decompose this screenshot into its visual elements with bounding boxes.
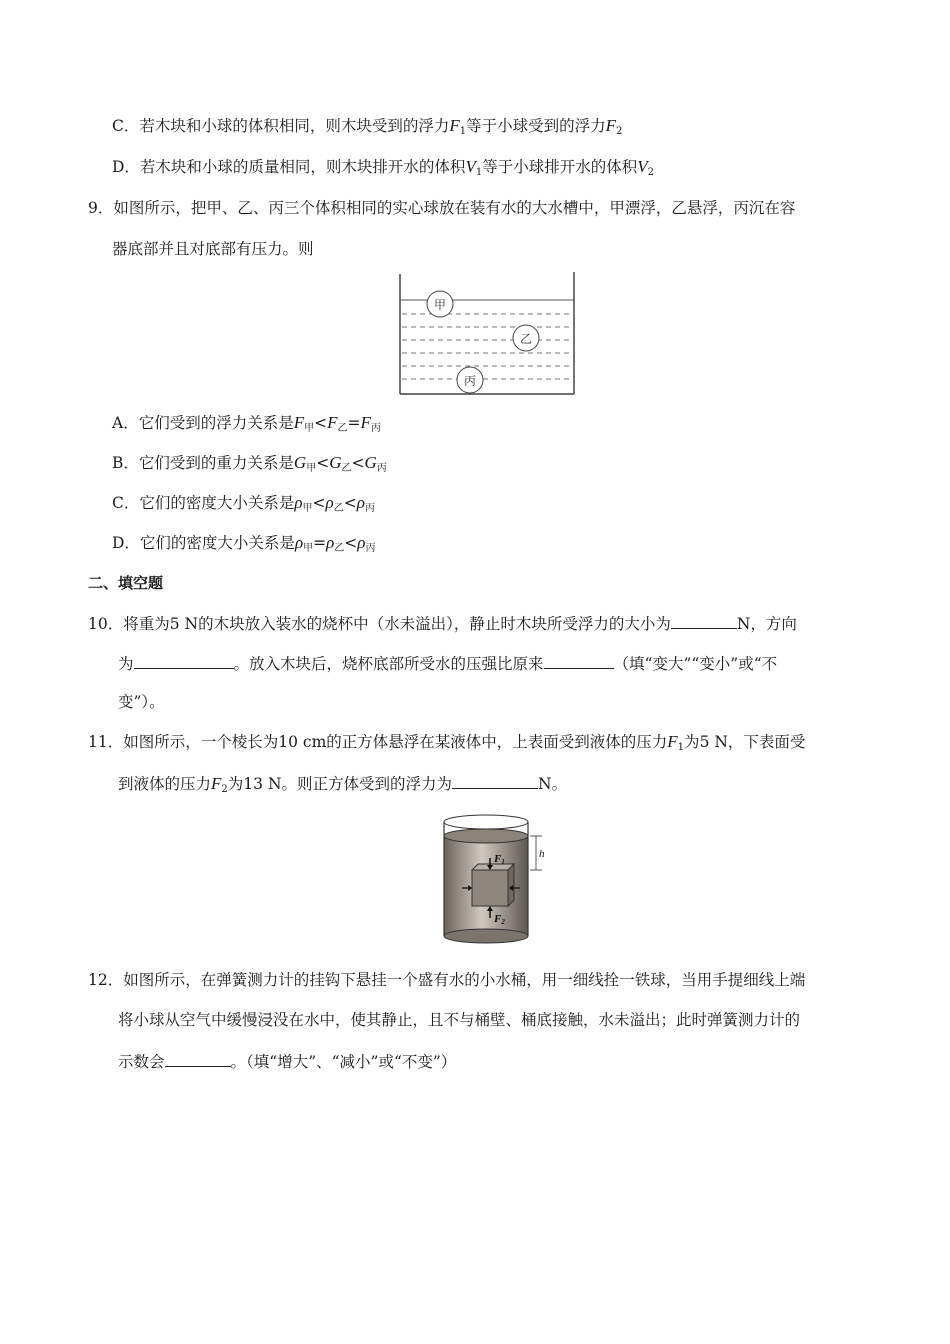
- q12-line2: 将小球从空气中缓慢浸没在水中，使其静止，且不与桶壁、桶底接触，水未溢出；此时弹簧测力计的: [118, 1011, 801, 1029]
- subscript: 乙: [333, 503, 344, 514]
- q9-tank-figure: [398, 270, 578, 396]
- q10-answer-blank-2[interactable]: [134, 652, 234, 669]
- subscript: 丙: [376, 463, 387, 474]
- q11-bottom-force: 13 N: [243, 775, 282, 793]
- ball-bing-label: 丙: [463, 374, 477, 388]
- q8-d-text-mid: 等于小球排开水的体积: [482, 158, 638, 176]
- q11-text: 为: [227, 775, 244, 793]
- q11-text: 的正方体悬浮在某液体中，上表面受到液体的压力: [326, 733, 668, 751]
- subscript: 甲: [304, 423, 315, 434]
- q9-option-c: [112, 493, 375, 519]
- q9-b-text: B．它们受到的重力关系是: [112, 454, 294, 472]
- var-g: G: [329, 453, 342, 472]
- q8-option-d: [112, 157, 654, 183]
- q10-text: 为: [118, 655, 134, 673]
- operator: <: [312, 494, 326, 512]
- operator: <: [316, 454, 330, 472]
- q11-cylinder-figure: [438, 812, 544, 944]
- q10-line2: [118, 652, 777, 674]
- q12-line3: [118, 1050, 456, 1072]
- q9-option-a: [112, 413, 381, 439]
- q12-text: 。（填“增大”、“减小”或“不变”）: [230, 1053, 457, 1071]
- q8-option-c: [112, 116, 622, 142]
- subscript: 乙: [341, 463, 352, 474]
- q8-d-text: D．若木块和小球的质量相同，则木块排开水的体积: [112, 158, 466, 176]
- q11-answer-blank[interactable]: [452, 772, 538, 789]
- subscript: 1: [475, 167, 483, 178]
- q10-text: 的木块放入装水的烧杯中（水未溢出），静止时木块所受浮力的大小为: [198, 615, 671, 633]
- subscript: 2: [647, 167, 654, 178]
- subscript: 乙: [337, 423, 348, 434]
- var-f: F: [211, 774, 222, 793]
- var-f: F: [327, 413, 338, 432]
- q9-a-text: A．它们受到的浮力关系是: [112, 414, 294, 432]
- var-f: F: [667, 732, 678, 751]
- subscript: 丙: [365, 543, 376, 554]
- f2-label: F2: [494, 913, 505, 926]
- q10-text: 10．将重为: [88, 615, 170, 633]
- q10-line3: 变”）。: [118, 693, 165, 711]
- var-f: F: [449, 116, 460, 135]
- subscript: 甲: [302, 503, 313, 514]
- operator: =: [313, 534, 327, 552]
- f1-label: F1: [494, 853, 505, 866]
- var-v: V: [637, 157, 648, 176]
- var-v: V: [465, 157, 476, 176]
- q8-c-text: C．若木块和小球的体积相同，则木块受到的浮力: [112, 117, 450, 135]
- q10-answer-blank-3[interactable]: [544, 652, 614, 669]
- var-rho: ρ: [294, 493, 303, 512]
- q9-stem-line2: 器底部并且对底部有压力。则: [112, 240, 314, 258]
- var-rho: ρ: [325, 493, 334, 512]
- var-f: F: [360, 413, 371, 432]
- var-rho: ρ: [356, 493, 365, 512]
- q9-option-d: [112, 533, 375, 559]
- q10-text: （填“变大”“变小”或“不: [613, 655, 778, 673]
- subscript: 甲: [306, 463, 317, 474]
- var-f: F: [293, 413, 305, 432]
- subscript: 2: [616, 126, 623, 137]
- operator: <: [343, 494, 357, 512]
- q10-weight: 5 N: [169, 615, 199, 633]
- subscript: 1: [677, 742, 685, 753]
- q11-text: 为: [684, 733, 700, 751]
- q8-c-text-mid: 等于小球受到的浮力: [466, 117, 606, 135]
- q10-line1: [88, 612, 797, 634]
- subscript: 甲: [303, 543, 314, 554]
- q12-answer-blank[interactable]: [165, 1050, 231, 1067]
- subscript: 乙: [334, 543, 345, 554]
- q9-stem-line1: 9．如图所示，把甲、乙、丙三个体积相同的实心球放在装有水的大水槽中，甲漂浮，乙悬浮，丙沉在容: [88, 199, 796, 217]
- cube: [472, 870, 508, 906]
- subscript: 丙: [364, 503, 375, 514]
- operator: <: [344, 534, 358, 552]
- var-g: G: [364, 453, 377, 472]
- subscript: 1: [459, 126, 467, 137]
- var-g: G: [293, 453, 307, 472]
- q9-option-b: [112, 453, 387, 479]
- operator: =: [347, 414, 361, 432]
- q11-text: 到液体的压力: [118, 775, 212, 793]
- var-rho: ρ: [294, 533, 304, 552]
- operator: <: [351, 454, 365, 472]
- var-f: F: [605, 116, 617, 135]
- q10-text: 。放入木块后，烧杯底部所受水的压强比原来: [233, 655, 544, 673]
- var-rho: ρ: [326, 533, 335, 552]
- q11-text: 。则正方体受到的浮力为: [281, 775, 453, 793]
- operator: <: [314, 414, 328, 432]
- q12-text: 示数会: [118, 1053, 165, 1071]
- q11-text: N。: [538, 775, 568, 793]
- q12-line1: 12．如图所示，在弹簧测力计的挂钩下悬挂一个盛有水的小水桶，用一细线拴一铁球，当用手提细线上端: [88, 971, 806, 989]
- subscript: 丙: [370, 423, 381, 434]
- ball-yi-label: 乙: [519, 332, 533, 346]
- ball-jia-label: 甲: [433, 298, 447, 312]
- q11-edge-length: 10 cm: [278, 733, 327, 751]
- q11-line1: [88, 732, 805, 758]
- height-label: h: [539, 848, 544, 860]
- q11-top-force: 5 N: [699, 733, 728, 751]
- q11-text: ，下表面受: [727, 733, 806, 751]
- q9-c-text: C．它们的密度大小关系是: [112, 494, 295, 512]
- q10-answer-blank-1[interactable]: [671, 612, 737, 629]
- section-heading-fill-in: 二、填空题: [88, 574, 164, 592]
- subscript: 2: [221, 784, 228, 795]
- q9-d-text: D．它们的密度大小关系是: [112, 534, 295, 552]
- q10-text: N，方向: [736, 615, 797, 633]
- q11-line2: [118, 772, 567, 800]
- var-rho: ρ: [357, 533, 366, 552]
- q11-text: 11．如图所示，一个棱长为: [88, 733, 279, 751]
